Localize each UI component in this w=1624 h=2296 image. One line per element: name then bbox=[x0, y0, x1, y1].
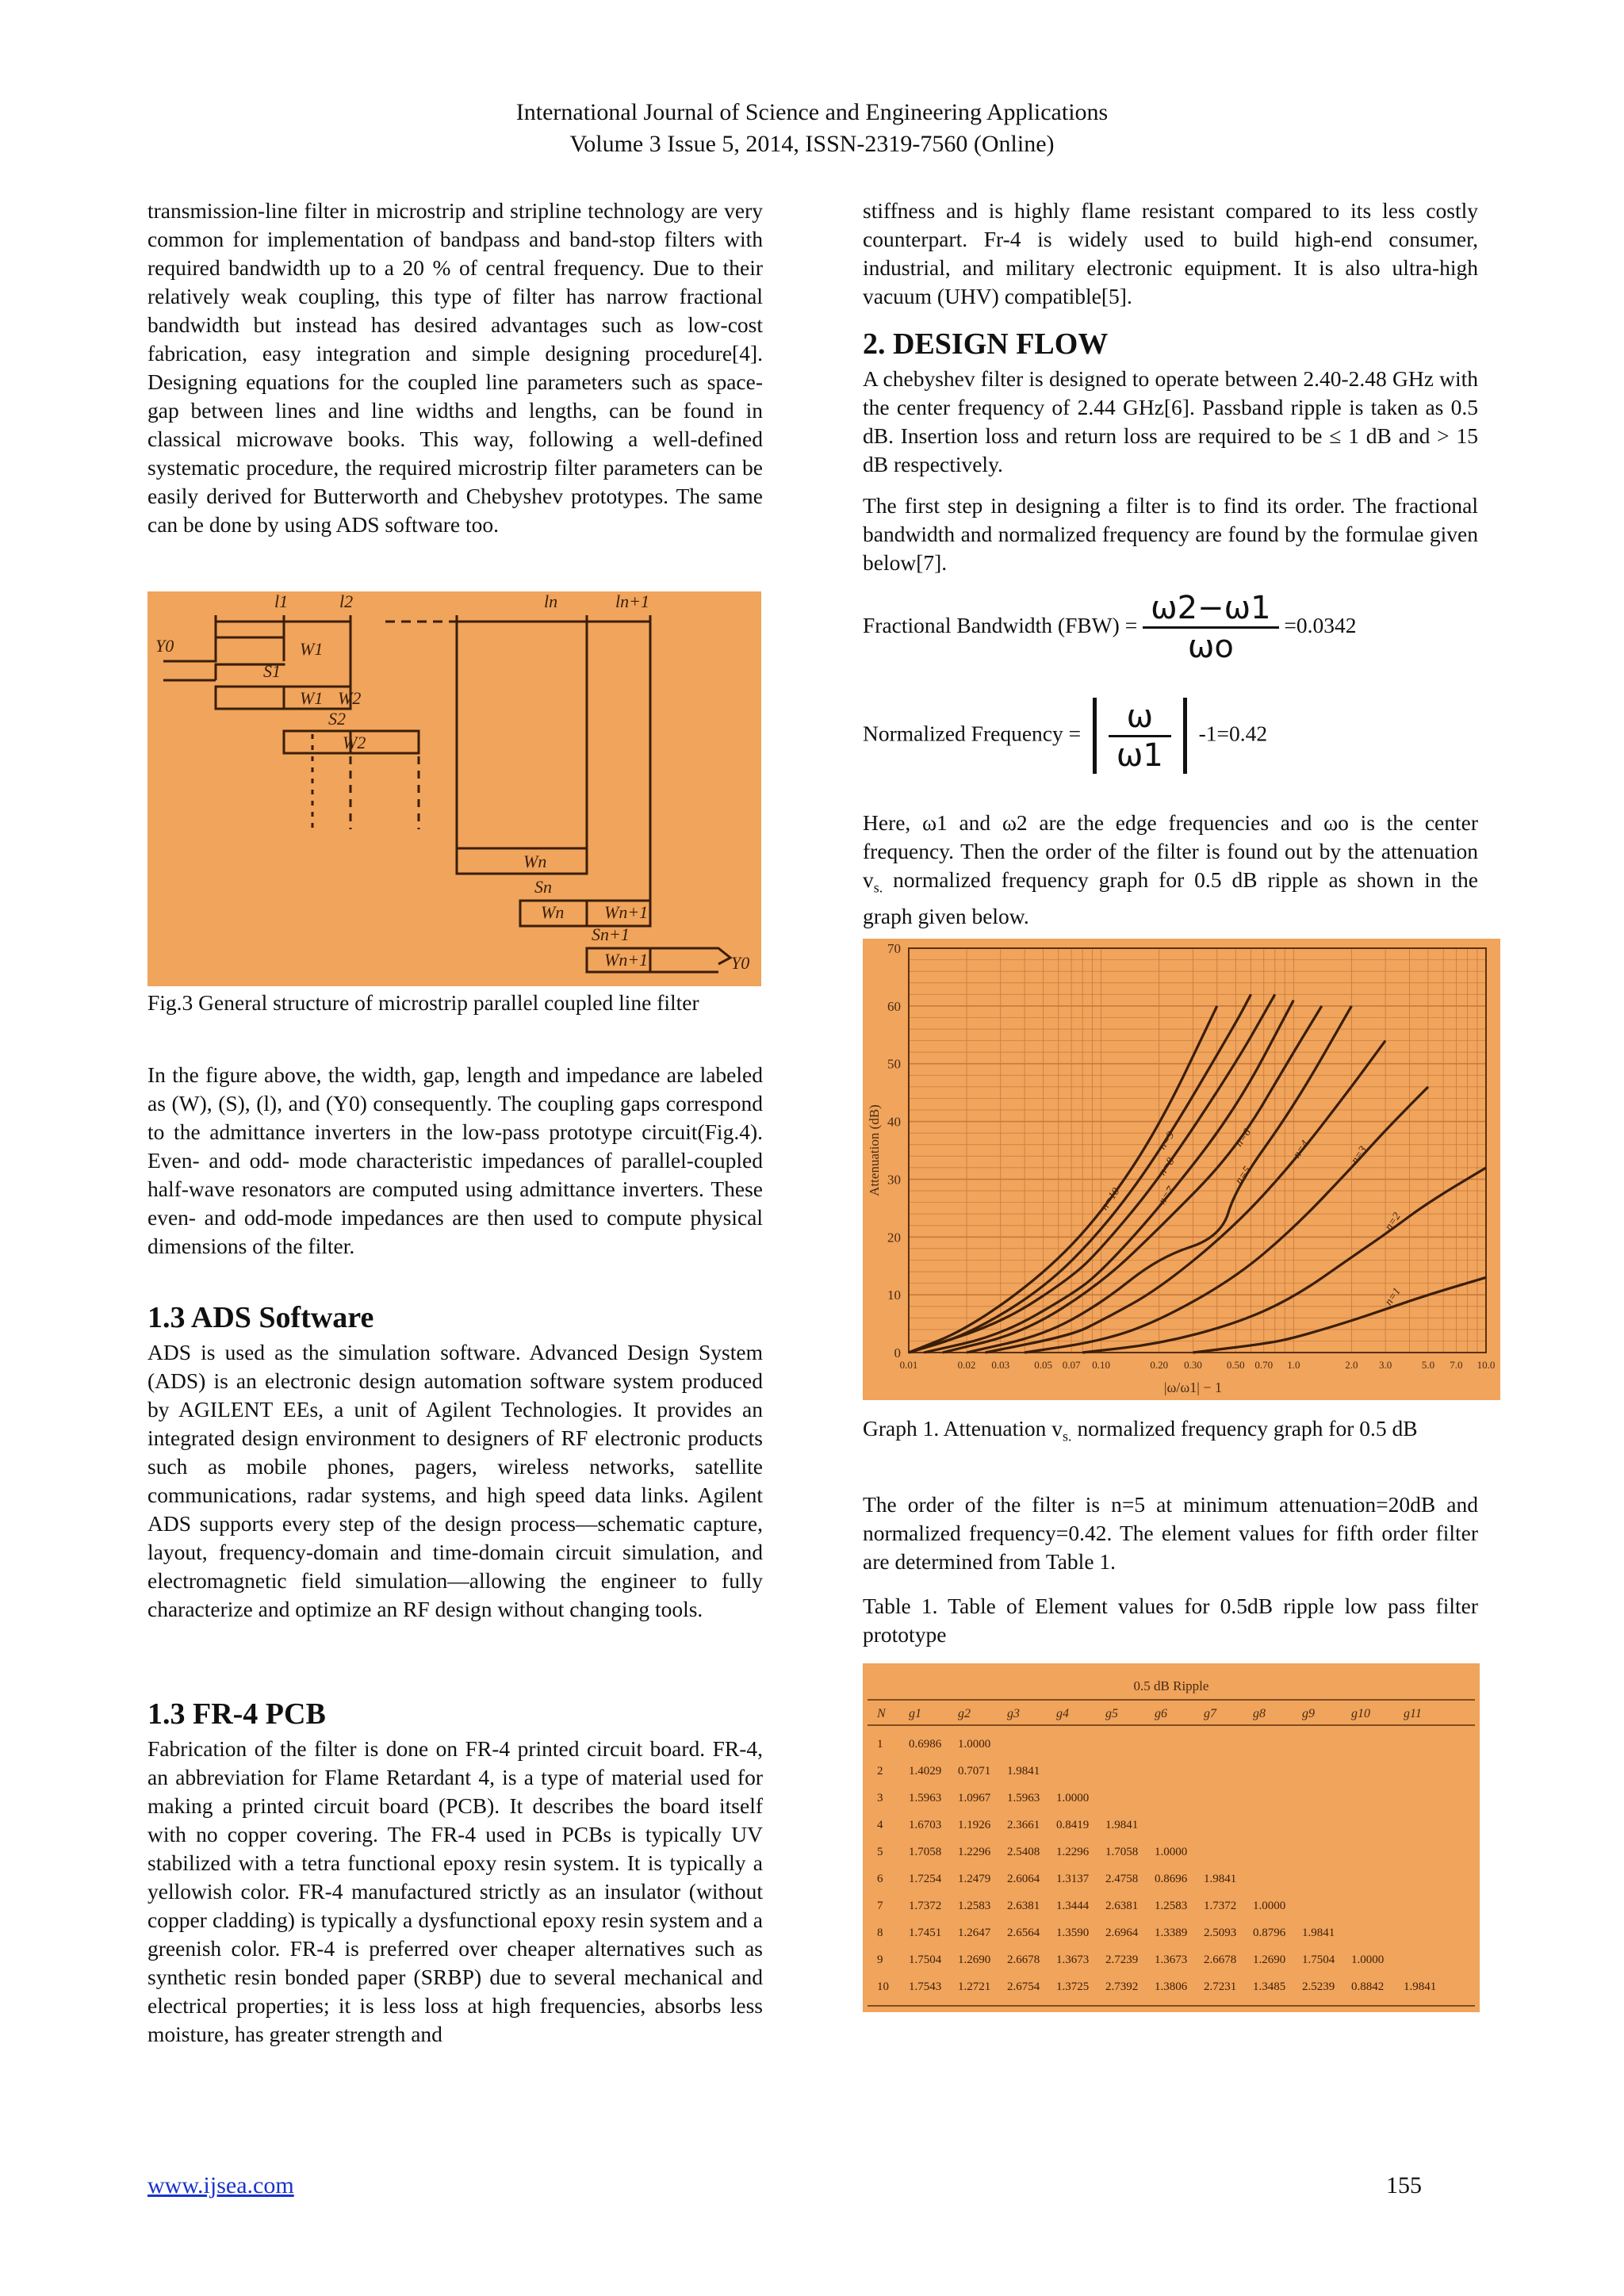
table1-cell: 1.5963 bbox=[1007, 1792, 1040, 1804]
label-wn1-b: Wn+1 bbox=[604, 950, 649, 970]
table1-cell: 8 bbox=[877, 1927, 883, 1939]
fig3-svg bbox=[147, 591, 761, 986]
x-tick-label: 2.0 bbox=[1345, 1359, 1358, 1371]
table1-cell: 1.7372 bbox=[1204, 1900, 1237, 1912]
table1-cell: 1.0000 bbox=[1155, 1846, 1188, 1858]
table1-cell: 1.2690 bbox=[958, 1954, 991, 1966]
label-wn-a: Wn bbox=[523, 851, 547, 871]
feed-line-in bbox=[163, 637, 284, 661]
nf-value: -1=0.42 bbox=[1198, 721, 1268, 746]
table1-cell: 1.9841 bbox=[1007, 1765, 1040, 1777]
y-tick-label: 10 bbox=[887, 1288, 901, 1303]
fbw-formula bbox=[863, 590, 1357, 665]
table1-cell: 1.3444 bbox=[1056, 1900, 1090, 1912]
fr4-paragraph: Fabrication of the filter is done on FR-4 printed circuit board. FR-4, an abbreviation for Flame Retardant 4, is a type of material used for making a printed circuit board (PCB). It describes the board itself with no copper covering. The FR-4 used in PCBs is typically UV stabilized with a tetra functional epoxy resin system. It is typically a yellowish color. FR-4 manufactured strictly as an insulator (without copper cladding) is typically a dysfunctional epoxy resin system and a greenish color. FR-4 is preferred over cheaper alternatives such as synthetic resin bonded paper (SRBP) due to several mechanical and electrical properties; it is less loss at high frequencies, absorbs less moisture, has greater strength and bbox=[147, 1736, 763, 2046]
table1-cell: 2.7392 bbox=[1105, 1980, 1139, 1993]
table1-cell: 1.0000 bbox=[958, 1738, 991, 1751]
x-tick-label: 0.30 bbox=[1184, 1359, 1202, 1371]
journal-website-link[interactable]: www.ijsea.com bbox=[147, 2172, 294, 2198]
fr4-continued-paragraph: stiffness and is highly flame resistant compared to its less costly counterpart. Fr-4 is widely used to build high-end consumer, industrial, and military electronic equipment. It is also ultra-high vacuum (UHV) compatible[5]. bbox=[863, 198, 1478, 308]
table1-cell: 1.4029 bbox=[909, 1765, 942, 1777]
y-tick-label: 70 bbox=[887, 941, 901, 956]
table1-cell: 1.2721 bbox=[958, 1980, 991, 1993]
y-tick-label: 40 bbox=[887, 1114, 901, 1130]
label-w2-b: W2 bbox=[343, 733, 366, 752]
table1-cell: 1.2296 bbox=[958, 1846, 991, 1858]
table1-cell: 1.9841 bbox=[1204, 1873, 1237, 1885]
fig3-microstrip-filter bbox=[147, 591, 761, 986]
table1-cell: 2.7231 bbox=[1204, 1980, 1237, 1993]
fig3-caption: Fig.3 General structure of microstrip parallel coupled line filter bbox=[147, 990, 699, 1015]
table1-column-header: g9 bbox=[1302, 1707, 1315, 1720]
label-sn1: Sn+1 bbox=[592, 924, 630, 944]
table1-cell: 1.9841 bbox=[1105, 1819, 1139, 1831]
label-s1: S1 bbox=[263, 661, 281, 681]
table1-cell: 0.8696 bbox=[1155, 1873, 1188, 1885]
curve-label: n=5 bbox=[1233, 1164, 1254, 1187]
design-flow-paragraph: A chebyshev filter is designed to operate between 2.40-2.48 GHz with the center frequency of 2.44 GHz[6]. Passband ripple is taken as 0.5 dB. Insertion loss and return loss are required to be ≤ 1 dB and > 15 dB respectively. bbox=[863, 366, 1478, 476]
label-wn1-a: Wn+1 bbox=[604, 902, 649, 922]
y-tick-label: 60 bbox=[887, 998, 901, 1014]
table1-cell: 2.4758 bbox=[1105, 1873, 1139, 1885]
table1-cell: 2.5408 bbox=[1007, 1846, 1040, 1858]
y-tick-label: 30 bbox=[887, 1172, 901, 1188]
table1-column-header: g3 bbox=[1007, 1707, 1020, 1720]
table1-cell: 1.7058 bbox=[909, 1846, 942, 1858]
table1-cell: 1.0000 bbox=[1056, 1792, 1090, 1804]
x-tick-label: 0.01 bbox=[899, 1359, 918, 1371]
table1-cell: 2.6064 bbox=[1007, 1873, 1040, 1885]
table1-cell: 2 bbox=[877, 1765, 883, 1777]
table1-cell: 1.0000 bbox=[1253, 1900, 1286, 1912]
curve-label: n=9 bbox=[1156, 1130, 1178, 1152]
x-tick-label: 10.0 bbox=[1477, 1359, 1496, 1371]
table1-cell: 2.6678 bbox=[1204, 1954, 1237, 1966]
y-axis-label: Attenuation (dB) bbox=[867, 1104, 882, 1196]
label-w2-a: W2 bbox=[338, 688, 362, 708]
table1-cell: 1.2647 bbox=[958, 1927, 991, 1939]
curve-label: n=10 bbox=[1098, 1185, 1123, 1213]
table1-cell: 1.0000 bbox=[1351, 1954, 1385, 1966]
table1-cell: 1.1926 bbox=[958, 1819, 991, 1831]
table1-column-header: g6 bbox=[1155, 1707, 1167, 1720]
graph1-caption-sub: s. bbox=[1063, 1428, 1072, 1445]
table1-element-values bbox=[863, 1663, 1480, 2012]
table1-cell: 2.6754 bbox=[1007, 1980, 1040, 1993]
nf-denominator: ω1 bbox=[1116, 737, 1163, 774]
fbw-label: Fractional Bandwidth (FBW) = bbox=[863, 612, 1138, 637]
table1-cell: 9 bbox=[877, 1954, 883, 1966]
table1-cell: 2.6564 bbox=[1007, 1927, 1040, 1939]
x-tick-label: 0.20 bbox=[1150, 1359, 1169, 1371]
x-tick-label: 7.0 bbox=[1450, 1359, 1463, 1371]
order-result-paragraph: The order of the filter is n=5 at minimum attenuation=20dB and normalized frequency=0.42. The element values for fifth order filter are determined from Table 1. bbox=[863, 1492, 1478, 1574]
label-l2: l2 bbox=[339, 591, 354, 611]
heading-ads-software: 1.3 ADS Software bbox=[147, 1301, 374, 1334]
abs-bar-left bbox=[1093, 698, 1097, 774]
table1-cell: 1.9841 bbox=[1302, 1927, 1335, 1939]
label-wn-b: Wn bbox=[541, 902, 565, 922]
y-tick-label: 0 bbox=[894, 1345, 901, 1360]
table1-cell: 1.3485 bbox=[1253, 1980, 1286, 1993]
graph1-caption bbox=[863, 1414, 1478, 1451]
table1-cell: 5 bbox=[877, 1846, 883, 1858]
resonator-n bbox=[457, 848, 587, 874]
table1-column-header: g11 bbox=[1404, 1707, 1422, 1720]
table1-cell: 1.7372 bbox=[909, 1900, 942, 1912]
curve-label: n=2 bbox=[1383, 1211, 1404, 1233]
table1-column-header: g10 bbox=[1351, 1707, 1370, 1720]
table1-cell: 1.6703 bbox=[909, 1819, 942, 1831]
table1-cell: 2.5239 bbox=[1302, 1980, 1335, 1993]
table1-cell: 6 bbox=[877, 1873, 883, 1885]
graph1-caption-a: Graph 1. Attenuation v bbox=[863, 1416, 1063, 1441]
here-text-a: Here, ω1 and ω2 are the edge frequencies and ωo is the center frequency. Then the order of the filter is found out by the attenuation v bbox=[863, 810, 1478, 892]
table1-cell: 1.3725 bbox=[1056, 1980, 1090, 1993]
label-y0-out: Y0 bbox=[731, 953, 750, 973]
table1-column-header: g5 bbox=[1105, 1707, 1118, 1720]
here-sub: s. bbox=[873, 879, 883, 896]
table1-column-header: g8 bbox=[1253, 1707, 1266, 1720]
fbw-numerator: ω2−ω1 bbox=[1143, 590, 1278, 629]
table1-cell: 1.2690 bbox=[1253, 1954, 1286, 1966]
nf-label: Normalized Frequency = bbox=[863, 721, 1082, 746]
x-tick-label: 0.05 bbox=[1034, 1359, 1052, 1371]
table1-cell: 1.3806 bbox=[1155, 1980, 1188, 1993]
journal-volume: Volume 3 Issue 5, 2014, ISSN-2319-7560 (Online) bbox=[569, 131, 1055, 157]
table1-cell: 1.7504 bbox=[1302, 1954, 1335, 1966]
ads-paragraph: ADS is used as the simulation software. Advanced Design System (ADS) is an electronic design automation software system produced by AGILENT EEs, a unit of Agilent Technologies. It provides an integrated design environment to designers of RF electronic products such as mobile phones, pagers, wireless networks, satellite communications, radar systems, and high speed data links. Agilent ADS supports every step of the design process—schematic capture, layout, frequency-domain and time-domain circuit simulation, and electromagnetic field simulation—allowing the engineer to fully characterize and optimize an RF design without changing tools. bbox=[147, 1340, 763, 1621]
table1-title: 0.5 dB Ripple bbox=[1133, 1678, 1209, 1693]
y-tick-label: 50 bbox=[887, 1056, 901, 1072]
curve-label: n=8 bbox=[1156, 1155, 1178, 1178]
table1-cell: 2.6381 bbox=[1105, 1900, 1139, 1912]
curve-label: n=1 bbox=[1383, 1285, 1404, 1308]
table1-cell: 7 bbox=[877, 1900, 883, 1912]
table1-cell: 1.7504 bbox=[909, 1954, 942, 1966]
abs-bar-right bbox=[1183, 698, 1187, 774]
table1-cell: 2.3661 bbox=[1007, 1819, 1040, 1831]
y-tick-label: 20 bbox=[887, 1230, 901, 1246]
table1-column-header: g4 bbox=[1056, 1707, 1069, 1720]
table1-cell: 2.6381 bbox=[1007, 1900, 1040, 1912]
curve-n-1 bbox=[1193, 1277, 1486, 1353]
table1-caption: Table 1. Table of Element values for 0.5dB ripple low pass filter prototype bbox=[863, 1594, 1478, 1647]
table1-column-header: N bbox=[877, 1707, 886, 1720]
table1-cell: 2.6678 bbox=[1007, 1954, 1040, 1966]
table1-cell: 1.3673 bbox=[1155, 1954, 1188, 1966]
table1-svg bbox=[863, 1663, 1480, 2012]
table1-cell: 0.7071 bbox=[958, 1765, 991, 1777]
x-tick-label: 1.0 bbox=[1287, 1359, 1300, 1371]
table1-cell: 1.7451 bbox=[909, 1927, 942, 1939]
x-tick-label: 0.70 bbox=[1254, 1359, 1274, 1371]
table1-cell: 1.5963 bbox=[909, 1792, 942, 1804]
curve-label: n=4 bbox=[1291, 1138, 1312, 1161]
curve-label: n=6 bbox=[1233, 1127, 1254, 1150]
label-ln: ln bbox=[544, 591, 558, 611]
table1-cell: 0.6986 bbox=[909, 1738, 942, 1751]
label-l1: l1 bbox=[274, 591, 289, 611]
label-y0-in: Y0 bbox=[155, 636, 174, 656]
x-tick-label: 0.10 bbox=[1092, 1359, 1111, 1371]
nf-numerator: ω bbox=[1109, 698, 1171, 737]
x-tick-label: 0.03 bbox=[991, 1359, 1010, 1371]
x-tick-label: 0.50 bbox=[1226, 1359, 1245, 1371]
x-tick-label: 3.0 bbox=[1378, 1359, 1392, 1371]
graph1-caption-b: normalized frequency graph for 0.5 dB bbox=[1071, 1416, 1418, 1441]
table1-cell: 0.8419 bbox=[1056, 1819, 1090, 1831]
graph1-attenuation-chart bbox=[863, 939, 1500, 1400]
table1-cell: 1.3590 bbox=[1056, 1927, 1090, 1939]
label-s2: S2 bbox=[328, 709, 346, 729]
table1-column-header: g2 bbox=[958, 1707, 971, 1720]
table1-cell: 0.8842 bbox=[1351, 1980, 1385, 1993]
journal-title: International Journal of Science and Engineering Applications bbox=[515, 99, 1109, 125]
table1-cell: 1.9841 bbox=[1404, 1980, 1437, 1993]
normalized-frequency-formula bbox=[863, 698, 1267, 774]
table1-cell: 2.7239 bbox=[1105, 1954, 1139, 1966]
label-sn: Sn bbox=[534, 877, 552, 897]
order-paragraph: The first step in designing a filter is to find its order. The fractional bandwidth and normalized frequency are found by the formulae given below[7]. bbox=[863, 493, 1478, 575]
figure-description-paragraph: In the figure above, the width, gap, length and impedance are labeled as (W), (S), (l), and (Y0) consequently. The coupling gaps correspond to the admittance inverters in the low-pass prototype circuit(Fig.4). Even- and odd- mode characteristic impedances of parallel-coupled half-wave resonators are computed using admittance inverters. These even- and odd-mode impedances are then used to compute physical dimensions of the filter. bbox=[147, 1062, 763, 1258]
table1-cell: 1.3673 bbox=[1056, 1954, 1090, 1966]
intro-paragraph: transmission-line filter in microstrip and stripline technology are very common for implementation of bandpass and band-stop filters with required bandwidth up to a 20 % of central frequency. Due to their relatively weak coupling, this type of filter has narrow fractional bandwidth but instead has desired advantages such as low-cost fabrication, easy integration and simple designing procedure[4]. Designing equations for the coupled line parameters such as space-gap between lines and line widths and lengths, can be found in classical microwave books. This way, following a well-defined systematic procedure, the required microstrip filter parameters can be easily derived for Butterworth and Chebyshev prototypes. The same can be done by using ADS software too. bbox=[147, 198, 763, 537]
x-axis-label: |ω/ω1| − 1 bbox=[1163, 1380, 1222, 1395]
table1-cell: 2.6964 bbox=[1105, 1927, 1139, 1939]
table1-cell: 1.2296 bbox=[1056, 1846, 1090, 1858]
x-tick-label: 0.02 bbox=[957, 1359, 976, 1371]
table1-column-header: g1 bbox=[909, 1707, 921, 1720]
table1-cell: 1.2583 bbox=[958, 1900, 991, 1912]
table1-column-header: g7 bbox=[1204, 1707, 1216, 1720]
page-number: 155 bbox=[1386, 2172, 1422, 2198]
table1-cell: 1.2583 bbox=[1155, 1900, 1188, 1912]
fbw-denominator: ωo bbox=[1187, 629, 1234, 665]
graph1-svg bbox=[863, 939, 1500, 1400]
fbw-fraction bbox=[1143, 590, 1278, 665]
table1-cell: 2.5093 bbox=[1204, 1927, 1237, 1939]
table1-cell: 1.7058 bbox=[1105, 1846, 1139, 1858]
label-w1-b: W1 bbox=[300, 688, 324, 708]
label-ln1: ln+1 bbox=[615, 591, 649, 611]
table1-cell: 1.0967 bbox=[958, 1792, 991, 1804]
curve-label: n=3 bbox=[1349, 1144, 1370, 1167]
heading-design-flow: 2. DESIGN FLOW bbox=[863, 327, 1109, 361]
table1-cell: 3 bbox=[877, 1792, 883, 1804]
table1-cell: 4 bbox=[877, 1819, 883, 1831]
table1-cell: 0.8796 bbox=[1253, 1927, 1286, 1939]
nf-fraction bbox=[1109, 698, 1171, 774]
heading-fr4-pcb: 1.3 FR-4 PCB bbox=[147, 1697, 326, 1731]
table1-cell: 1 bbox=[877, 1738, 883, 1751]
table1-cell: 1.7254 bbox=[909, 1873, 942, 1885]
feed-line-out-end bbox=[650, 948, 730, 964]
x-tick-label: 0.07 bbox=[1062, 1359, 1081, 1371]
label-w1-a: W1 bbox=[300, 639, 324, 659]
table1-cell: 1.2479 bbox=[958, 1873, 991, 1885]
table1-cell: 1.3389 bbox=[1155, 1927, 1188, 1939]
here-text-b: normalized frequency graph for 0.5 dB ripple as shown in the graph given below. bbox=[863, 867, 1478, 928]
table1-cell: 1.3137 bbox=[1056, 1873, 1090, 1885]
table1-cell: 10 bbox=[877, 1980, 889, 1993]
table1-cell: 1.7543 bbox=[909, 1980, 942, 1993]
here-paragraph bbox=[863, 809, 1478, 931]
fbw-value: =0.0342 bbox=[1284, 612, 1357, 637]
x-tick-label: 5.0 bbox=[1421, 1359, 1435, 1371]
curve-label: n=7 bbox=[1156, 1184, 1178, 1207]
